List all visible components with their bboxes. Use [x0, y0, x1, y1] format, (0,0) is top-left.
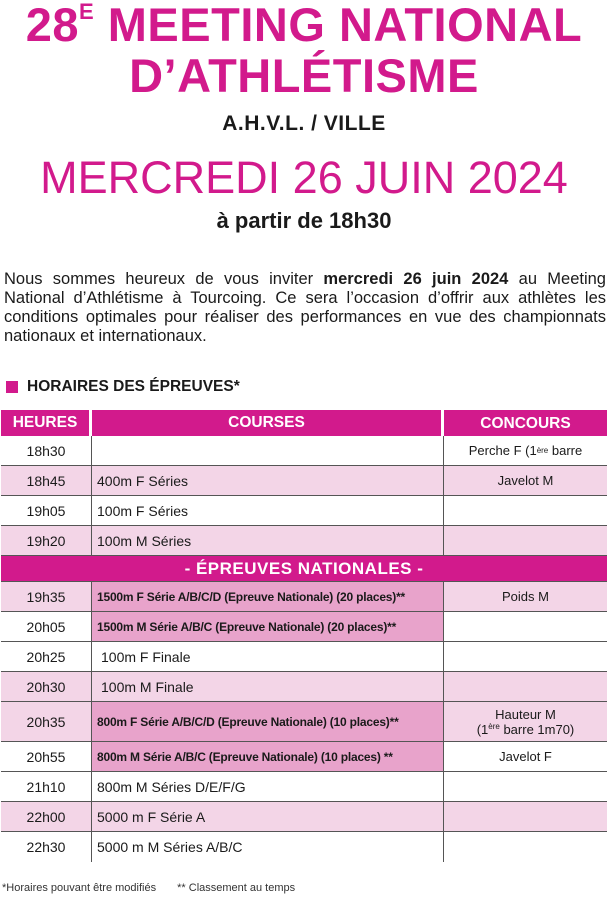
row-time: 22h30 [1, 832, 92, 862]
title-line-1: $28^E$ MEETING NATIONAL [25, 0, 583, 51]
footer-note-schedule: *Horaires pouvant être modifiés [2, 882, 157, 894]
table-row [1, 802, 607, 832]
row-concours [444, 772, 607, 801]
table-row [1, 526, 607, 556]
pink-square-icon [6, 381, 18, 393]
row-time: 20h05 [1, 612, 92, 641]
table-row [1, 466, 607, 496]
row-concours [444, 526, 607, 555]
row-course: 5000 m F Série A [92, 802, 444, 831]
row-course: 1500m F Série A/B/C/D (Epreuve Nationale) (20 places)** [92, 582, 444, 611]
organizer-subtitle: A.H.V.L. / VILLE [222, 112, 386, 135]
title-line-2: D’ATHLÉTISME [129, 49, 479, 102]
header-courses: COURSES [92, 410, 444, 436]
table-row [1, 582, 607, 612]
header-heures: HEURES [1, 410, 92, 436]
table-row [1, 672, 607, 702]
schedule-table [1, 410, 607, 862]
table-row [1, 612, 607, 642]
row-concours: Poids M [444, 582, 607, 611]
table-header-row [1, 410, 607, 436]
table-row [1, 772, 607, 802]
event-date: MERCREDI 26 JUIN 2024 [40, 152, 568, 203]
row-course: 5000 m M Séries A/B/C [92, 832, 444, 862]
row-course: 100m M Finale [92, 672, 444, 701]
row-concours: Perche F (1 ère barre [444, 436, 607, 465]
row-time: 20h25 [1, 642, 92, 671]
header-concours: CONCOURS [444, 410, 607, 436]
footer-note-ranking: ** Classement au temps [177, 882, 296, 894]
row-course: 100m M Séries [92, 526, 444, 555]
row-course [92, 436, 444, 465]
row-time: 20h30 [1, 672, 92, 701]
table-row [1, 642, 607, 672]
row-course: 100m F Séries [92, 496, 444, 525]
row-course: 800m F Série A/B/C/D (Epreuve Nationale) (10 places)** [92, 702, 444, 741]
row-concours [444, 612, 607, 641]
row-course: 400m F Séries [92, 466, 444, 495]
table-row [1, 496, 607, 526]
row-concours [444, 642, 607, 671]
row-course: 100m F Finale [92, 642, 444, 671]
row-time: 18h30 [1, 436, 92, 465]
table-row [1, 436, 607, 466]
table-row [1, 742, 607, 772]
row-concours [444, 832, 607, 862]
row-time: 20h35 [1, 702, 92, 741]
national-events-banner: - ÉPREUVES NATIONALES - [1, 556, 607, 582]
table-row [1, 832, 607, 862]
table-row [1, 702, 607, 742]
row-concours: Hauteur M (1ère barre 1m70) [444, 702, 607, 741]
row-time: 20h55 [1, 742, 92, 771]
footer-notes [2, 882, 295, 894]
row-time: 22h00 [1, 802, 92, 831]
row-course: 1500m M Série A/B/C (Epreuve Nationale) (20 places)** [92, 612, 444, 641]
row-time: 19h35 [1, 582, 92, 611]
row-course: 800m M Série A/B/C (Epreuve Nationale) (10 places) ** [92, 742, 444, 771]
row-concours [444, 672, 607, 701]
row-course: 800m M Séries D/E/F/G [92, 772, 444, 801]
row-time: 18h45 [1, 466, 92, 495]
start-time: à partir de 18h30 [216, 208, 392, 233]
row-concours: Javelot M [444, 466, 607, 495]
row-concours: Javelot F [444, 742, 607, 771]
row-time: 19h05 [1, 496, 92, 525]
row-concours [444, 496, 607, 525]
row-concours [444, 802, 607, 831]
row-time: 19h20 [1, 526, 92, 555]
row-time: 21h10 [1, 772, 92, 801]
section-heading: HORAIRES DES ÉPREUVES* [6, 378, 240, 396]
intro-paragraph: Nous sommes heureux de vous inviter mercredi 26 juin 2024 au Meeting National d’Athlétisme à Tourcoing. Ce sera l’occasion d’offrir aux athlètes les conditions optimales pour réaliser des performances en vue des championnats nationaux et internationaux. [4, 270, 606, 345]
